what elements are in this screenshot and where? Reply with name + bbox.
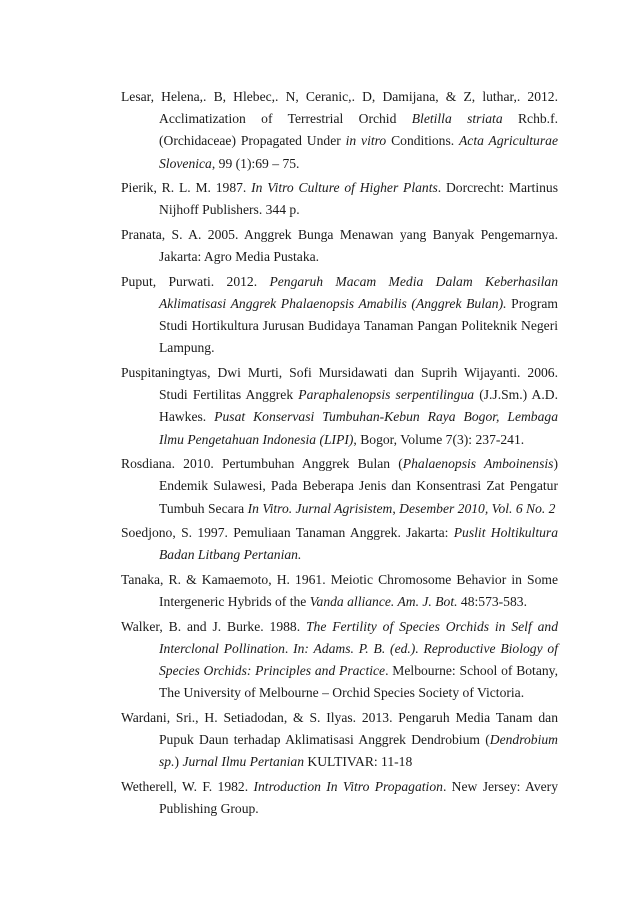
reference-text: . New Jersey: Avery Publishing Group. — [159, 779, 558, 817]
reference-text: , — [392, 500, 400, 516]
reference-italic-text: Jurnal Ilmu Pertanian — [182, 754, 305, 770]
reference-text: Pierik, R. L. M. 1987. — [121, 180, 252, 196]
reference-entry — [121, 177, 558, 221]
reference-italic-text: Introduction In Vitro Propagation — [253, 779, 443, 794]
reference-entry — [121, 271, 558, 360]
reference-italic-text: Acta Agriculturae Slovenica — [159, 133, 558, 171]
reference-text: , Bogor, Volume 7(3): 237-241. — [353, 431, 525, 447]
reference-italic-text: In: Adams. P. B. (ed.). Reproductive Biology of Species Orchids: Principles and Practice — [159, 641, 558, 679]
reference-entry — [121, 776, 558, 820]
reference-entry — [121, 362, 558, 451]
reference-italic-text: Desember 2010, Vol. 6 No. 2 — [399, 500, 556, 516]
reference-text: Conditions. — [386, 133, 459, 149]
reference-entry — [121, 616, 558, 705]
reference-text: (J.J.Sm.) A.D. Hawkes. — [159, 387, 558, 425]
reference-text: Soedjono, S. 1997. Pemuliaan Tanaman Anggrek. Jakarta: — [121, 525, 454, 541]
reference-list — [121, 86, 558, 823]
reference-text: ) Endemik Sulawesi, Pada Beberapa Jenis dan Konsentrasi Zat Pengatur Tumbuh Secara — [159, 456, 558, 516]
reference-italic-text: Paraphalenopsis serpentilingua — [298, 387, 475, 403]
reference-text: Pranata, S. A. 2005. Anggrek Bunga Menawan yang Banyak Pengemarnya. Jakarta: Agro Media Pustaka. — [121, 227, 558, 265]
reference-italic-text: Dendrobium sp. — [159, 732, 558, 770]
reference-italic-text: In Vitro. Jurnal Agrisistem — [247, 500, 393, 516]
reference-entry — [121, 86, 558, 175]
reference-italic-text: Bletilla striata — [411, 111, 503, 127]
reference-text: Puput, Purwati. 2012. — [121, 273, 270, 289]
reference-text: Rosdiana. 2010. Pertumbuhan Anggrek Bulan ( — [121, 456, 403, 472]
reference-text: ) — [174, 754, 183, 770]
reference-entry — [121, 569, 558, 613]
reference-text: KULTIVAR: 11-18 — [304, 754, 413, 770]
reference-text: . — [284, 641, 294, 656]
reference-entry — [121, 522, 558, 566]
reference-text: 48:573-583. — [457, 594, 527, 610]
reference-entry — [121, 224, 558, 268]
reference-text: . Dorcrecht: Martinus Nijhoff Publishers. 344 p. — [159, 180, 558, 218]
reference-text: Rchb.f. (Orchidaceae) Propagated Under — [159, 111, 559, 149]
reference-entry — [121, 453, 558, 520]
reference-text: Program Studi Hortikultura Jurusan Budidaya Tanaman Pangan Politeknik Negeri Lampung. — [159, 296, 558, 356]
reference-italic-text: The Fertility of Species Orchids in Self and Interclonal Pollination — [159, 618, 558, 656]
reference-italic-text: Pusat Konservasi Tumbuhan-Kebun Raya Bogor, Lembaga Ilmu Pengetahuan Indonesia (LIPI) — [159, 409, 558, 447]
reference-italic-text: Vanda alliance. Am. J. Bot. — [309, 594, 458, 610]
reference-text: Puspitaningtyas, Dwi Murti, Sofi Mursidawati dan Suprih Wijayanti. 2006. Studi Fertilitas Anggrek — [121, 365, 558, 403]
reference-text: Tanaka, R. & Kamaemoto, H. 1961. Meiotic Chromosome Behavior in Some Intergeneric Hybrids of the — [121, 572, 558, 610]
reference-text: . Melbourne: School of Botany, The University of Melbourne – Orchid Species Society of Victoria. — [159, 663, 558, 701]
reference-entry — [121, 707, 558, 774]
reference-italic-text: Puslit Holtikultura Badan Litbang Pertanian. — [159, 525, 558, 563]
reference-italic-text: Pengaruh Macam Media Dalam Keberhasilan Aklimatisasi Anggrek Phalaenopsis Amabilis (Anggrek Bulan). — [159, 273, 559, 311]
reference-text: Walker, B. and J. Burke. 1988. — [121, 618, 306, 634]
reference-italic-text: In Vitro Culture of Higher Plants — [251, 180, 438, 196]
reference-text: Lesar, Helena,. B, Hlebec,. N, Ceranic,. D, Damijana, & Z, luthar,. 2012. Acclimatization of Terrestrial Orchid — [121, 89, 558, 127]
reference-text: Wardani, Sri., H. Setiadodan, & S. Ilyas. 2013. Pengaruh Media Tanam dan Pupuk Daun terhadap Aklimatisasi Anggrek Dendrobium ( — [121, 710, 558, 748]
reference-text: Wetherell, W. F. 1982. — [121, 779, 254, 794]
reference-text: , 99 (1):69 – 75. — [211, 155, 300, 171]
reference-italic-text: in vitro — [345, 133, 387, 149]
reference-italic-text: Phalaenopsis Amboinensis — [402, 456, 554, 472]
